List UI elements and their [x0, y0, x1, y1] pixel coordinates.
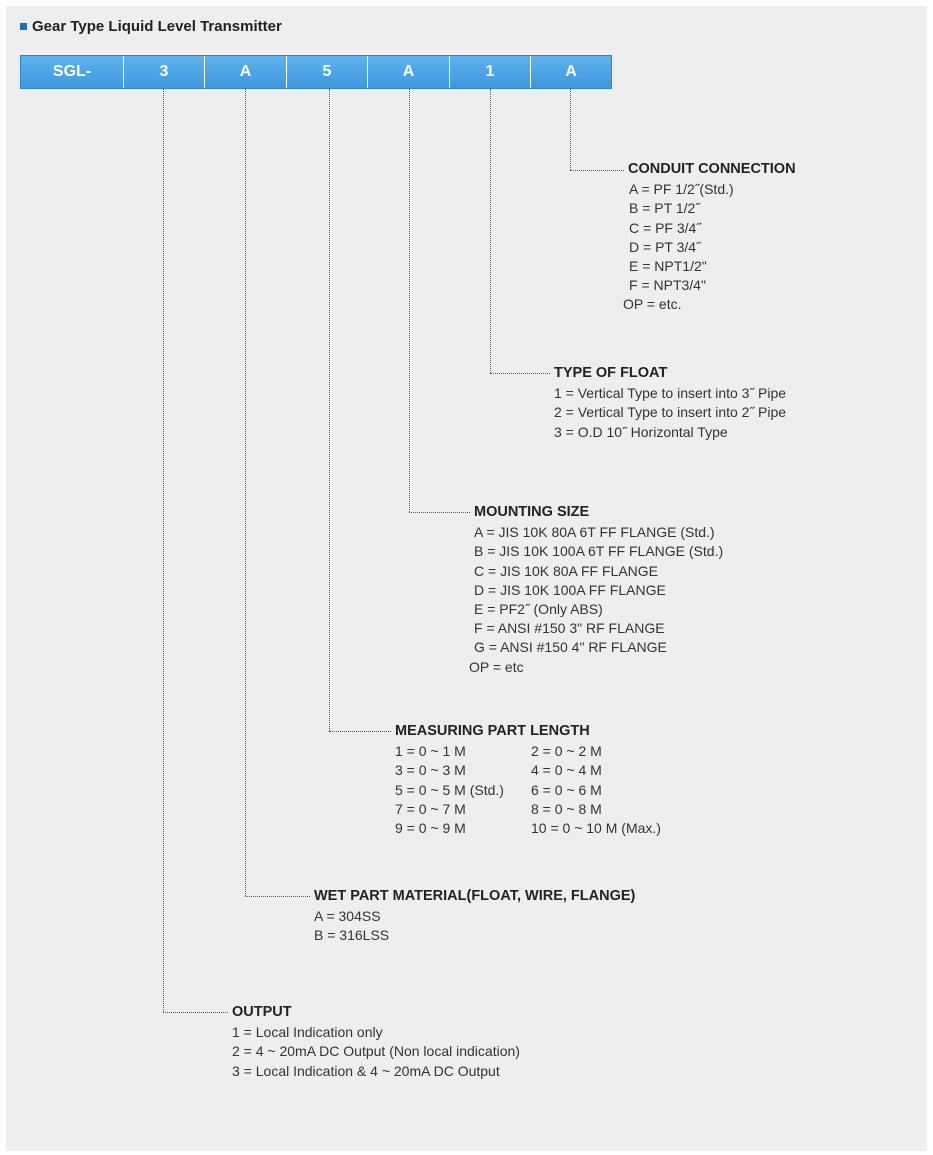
option-item: 4 = 0 ~ 4 M	[531, 762, 602, 779]
option-item: C = PF 3/4˝	[629, 219, 701, 236]
title-text: Gear Type Liquid Level Transmitter	[32, 18, 282, 35]
option-item: 7 = 0 ~ 7 M	[395, 800, 466, 817]
option-item: 6 = 0 ~ 6 M	[531, 781, 602, 798]
code-cell-output: 3	[124, 56, 205, 88]
code-cell-material: A	[205, 56, 287, 88]
section-heading: WET PART MATERIAL(FLOAT, WIRE, FLANGE)	[314, 888, 636, 904]
code-cell-mounting: A	[368, 56, 450, 88]
section-heading: MEASURING PART LENGTH	[395, 723, 590, 739]
connector-conduit-h	[570, 170, 624, 171]
model-code-bar	[20, 55, 612, 89]
section-heading: OUTPUT	[232, 1004, 292, 1020]
code-cell-prefix: SGL-	[21, 56, 124, 88]
option-item: 5 = 0 ~ 5 M (Std.)	[395, 781, 504, 798]
section-wet-part-material	[314, 887, 635, 946]
connector-mounting-v	[409, 89, 410, 512]
option-item: 1 = Vertical Type to insert into 3˝ Pipe	[554, 385, 787, 402]
option-item: B = JIS 10K 100A 6T FF FLANGE (Std.)	[474, 543, 724, 560]
connector-mounting-h	[409, 512, 470, 513]
option-item: E = NPT1/2"	[629, 258, 707, 275]
connector-output-v	[163, 89, 164, 1012]
option-item: OP = etc.	[623, 296, 682, 313]
option-item: E = PF2˝ (Only ABS)	[474, 601, 603, 618]
connector-conduit-v	[570, 89, 571, 170]
connector-material-v	[245, 89, 246, 896]
section-heading: CONDUIT CONNECTION	[628, 161, 796, 177]
option-item: 2 = 0 ~ 2 M	[531, 743, 602, 760]
option-item: 1 = 0 ~ 1 M	[395, 743, 466, 760]
section-output	[232, 1003, 520, 1081]
option-item: D = PT 3/4˝	[629, 238, 701, 255]
option-item: OP = etc	[469, 658, 524, 675]
connector-output-h	[163, 1012, 228, 1013]
code-cell-float: 1	[450, 56, 531, 88]
option-item: D = JIS 10K 100A FF FLANGE	[474, 581, 666, 598]
option-item: F = ANSI #150 3" RF FLANGE	[474, 620, 665, 637]
option-item: A = 304SS	[314, 908, 381, 925]
option-item: A = JIS 10K 80A 6T FF FLANGE (Std.)	[474, 524, 715, 541]
section-heading: MOUNTING SIZE	[474, 504, 590, 520]
option-item: 3 = Local Indication & 4 ~ 20mA DC Output	[232, 1062, 500, 1079]
option-item: F = NPT3/4"	[629, 277, 706, 294]
length-options-grid	[395, 742, 691, 838]
option-item: C = JIS 10K 80A FF FLANGE	[474, 562, 659, 579]
code-cell-conduit: A	[565, 63, 577, 80]
option-item: 2 = 4 ~ 20mA DC Output (Non local indication)	[232, 1043, 520, 1060]
option-item: B = 316LSS	[314, 927, 390, 944]
connector-length-v	[329, 89, 330, 731]
connector-material-h	[245, 896, 310, 897]
option-item: 1 = Local Indication only	[232, 1024, 383, 1041]
section-mounting-size	[469, 503, 724, 677]
option-item: 2 = Vertical Type to insert into 2˝ Pipe	[554, 404, 787, 421]
section-type-of-float	[554, 364, 786, 442]
section-heading: TYPE OF FLOAT	[554, 365, 668, 381]
option-item: B = PT 1/2˝	[629, 200, 700, 217]
option-item: A = PF 1/2˝(Std.)	[629, 181, 734, 198]
title-bullet-icon	[20, 23, 27, 30]
option-item: 3 = 0 ~ 3 M	[395, 762, 466, 779]
option-item: 10 = 0 ~ 10 M (Max.)	[531, 820, 661, 837]
option-item: 3 = O.D 10˝ Horizontal Type	[554, 423, 728, 440]
option-item: 8 = 0 ~ 8 M	[531, 800, 602, 817]
connector-float-h	[490, 373, 550, 374]
connector-length-h	[329, 731, 391, 732]
code-cell-length: 5	[287, 56, 368, 88]
section-measuring-part-length	[395, 722, 691, 838]
connector-float-v	[490, 89, 491, 373]
option-item: G = ANSI #150 4" RF FLANGE	[474, 639, 667, 656]
section-conduit-connection	[623, 160, 796, 315]
page-title	[20, 18, 282, 35]
option-item: 9 = 0 ~ 9 M	[395, 820, 466, 837]
